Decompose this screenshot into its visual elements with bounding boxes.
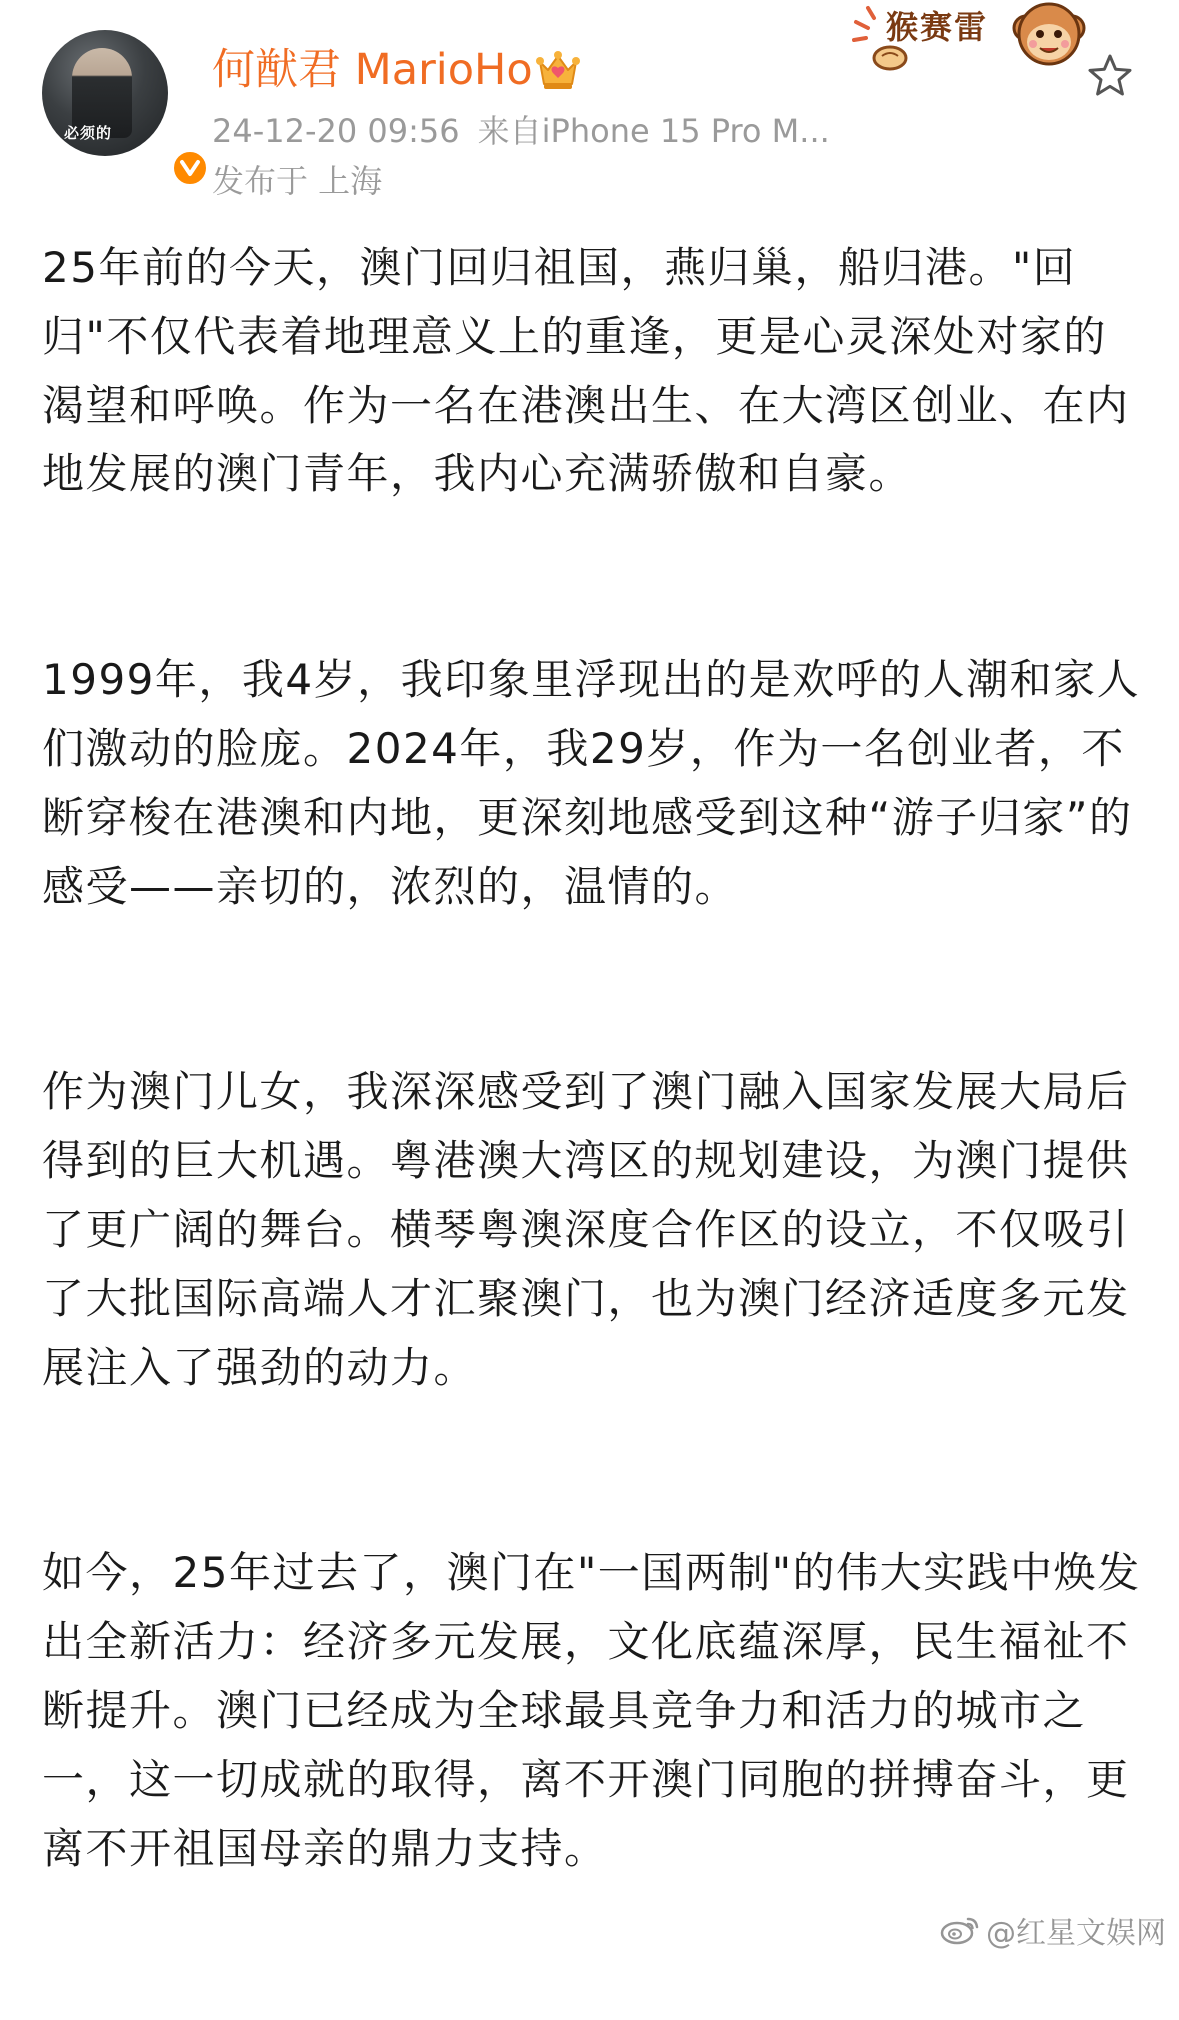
post-timestamp: 24-12-20 09:56 [212,112,460,150]
post-header [0,0,1179,210]
crown-member-icon[interactable] [534,48,582,92]
author-avatar[interactable] [42,30,168,156]
post-paragraph-1: 25年前的今天，澳门回归祖国，燕归巢，船归港。"回归"不仅代表着地理意义上的重逢，更是心灵深处对家的渴望和呼唤。作为一名在港澳出生、在大湾区创业、在内地发展的澳门青年，我内心充满骄傲和自豪。 [42,243,1130,499]
post-content [42,234,1142,2020]
post-paragraph-2: 1999年，我4岁，我印象里浮现出的是欢呼的人潮和家人们激动的脸庞。2024年，我29岁，作为一名创业者，不断穿梭在港澳和内地，更深刻地感受到这种“游子归家”的感受——亲切的，浓烈的，温情的。 [42,655,1141,911]
verified-badge-icon [170,148,210,188]
author-name[interactable]: 何猷君 MarioHo [212,45,533,95]
post-paragraph-3: 作为澳门儿女，我深深感受到了澳门融入国家发展大局后得到的巨大机遇。粤港澳大湾区的规划建设，为澳门提供了更广阔的舞台。横琴粤澳深度合作区的设立，不仅吸引了大批国际高端人才汇聚澳门，也为澳门经济适度多元发展注入了强劲的动力。 [42,1067,1130,1392]
post-meta [212,110,830,152]
avatar-caption: 必须的 [64,124,113,142]
watermark-text: @红星文娱网 [986,1916,1166,1951]
avatar-image[interactable] [42,30,168,156]
post-source: 来自iPhone 15 Pro M... [477,112,830,150]
source-watermark [940,1908,1166,1952]
post-location: 发布于 上海 [212,162,383,200]
weibo-logo-icon [940,1915,980,1945]
star-favorite-icon[interactable] [1086,52,1134,100]
sticker-text: 猴赛雷 [886,8,989,46]
monkey-sticker-icon [846,0,1086,80]
post-paragraph-4: 如今，25年过去了，澳门在"一国两制"的伟大实践中焕发出全新活力：经济多元发展，文化底蕴深厚，民生福祉不断提升。澳门已经成为全球最具竞争力和活力的城市之一，这一切成就的取得，离不开澳门同胞的拼搏奋斗，更离不开祖国母亲的鼎力支持。 [42,1548,1141,1873]
